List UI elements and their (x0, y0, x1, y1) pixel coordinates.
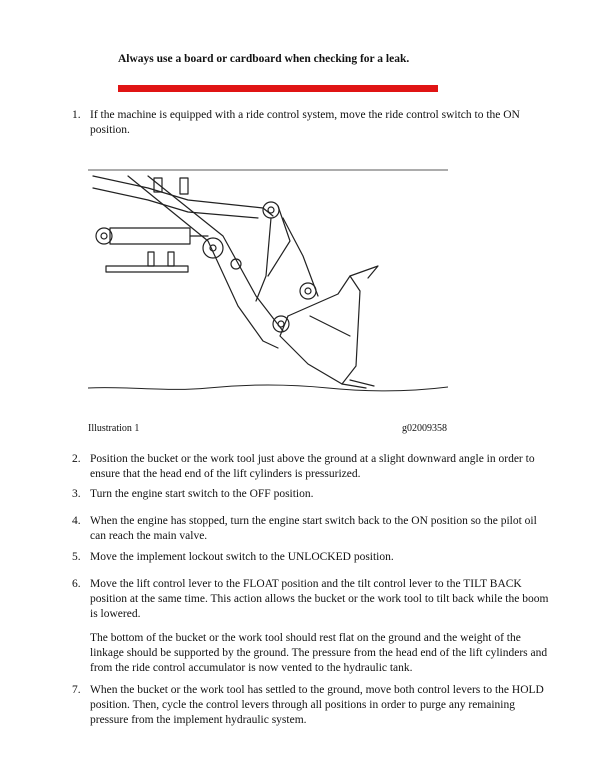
figure-id: g02009358 (402, 423, 447, 434)
step-4 (72, 514, 550, 544)
step-number: 4. (72, 515, 81, 527)
step-text: Move the implement lockout switch to the UNLOCKED position. (90, 551, 394, 563)
step-number: 3. (72, 488, 81, 500)
step-text: Turn the engine start switch to the OFF position. (90, 488, 314, 500)
step-3 (72, 487, 550, 502)
step-2 (72, 452, 550, 482)
step-6-note: The bottom of the bucket or the work tool should rest flat on the ground and the weight of the linkage should be supported by the ground. The pressure from the head end of the lift cylinders and from the ride control accumulator is now vented to the hydraulic tank. (90, 632, 548, 674)
loader-linkage-illustration (88, 166, 448, 416)
step-6 (72, 577, 550, 622)
step-number: 6. (72, 578, 81, 590)
step-number: 2. (72, 453, 81, 465)
step-text: If the machine is equipped with a ride control system, move the ride control switch to the ON position. (90, 109, 520, 136)
step-text: Position the bucket or the work tool just above the ground at a slight downward angle in order to ensure that the head end of the lift cylinders is pressurized. (90, 453, 535, 480)
step-number: 7. (72, 684, 81, 696)
step-number: 5. (72, 551, 81, 563)
warning-text: Always use a board or cardboard when checking for a leak. (118, 53, 410, 65)
step-text: When the bucket or the work tool has settled to the ground, move both control levers to the HOLD position. Then, cycle the control levers through all positions in order to purge any remaining pressure from the implement hydraulic system. (90, 684, 544, 726)
step-5 (72, 550, 550, 565)
step-text: Move the lift control lever to the FLOAT position and the tilt control lever to the TILT BACK position at the same time. This action allows the bucket or the work tool to tilt back while the boom is lowered. (90, 578, 549, 620)
step-number: 1. (72, 109, 81, 121)
step-1 (72, 108, 550, 138)
step-7 (72, 683, 550, 728)
warning-bar (118, 85, 438, 92)
figure-caption: Illustration 1 (88, 423, 140, 434)
step-text: When the engine has stopped, turn the engine start switch back to the ON position so the pilot oil can reach the main valve. (90, 515, 537, 542)
